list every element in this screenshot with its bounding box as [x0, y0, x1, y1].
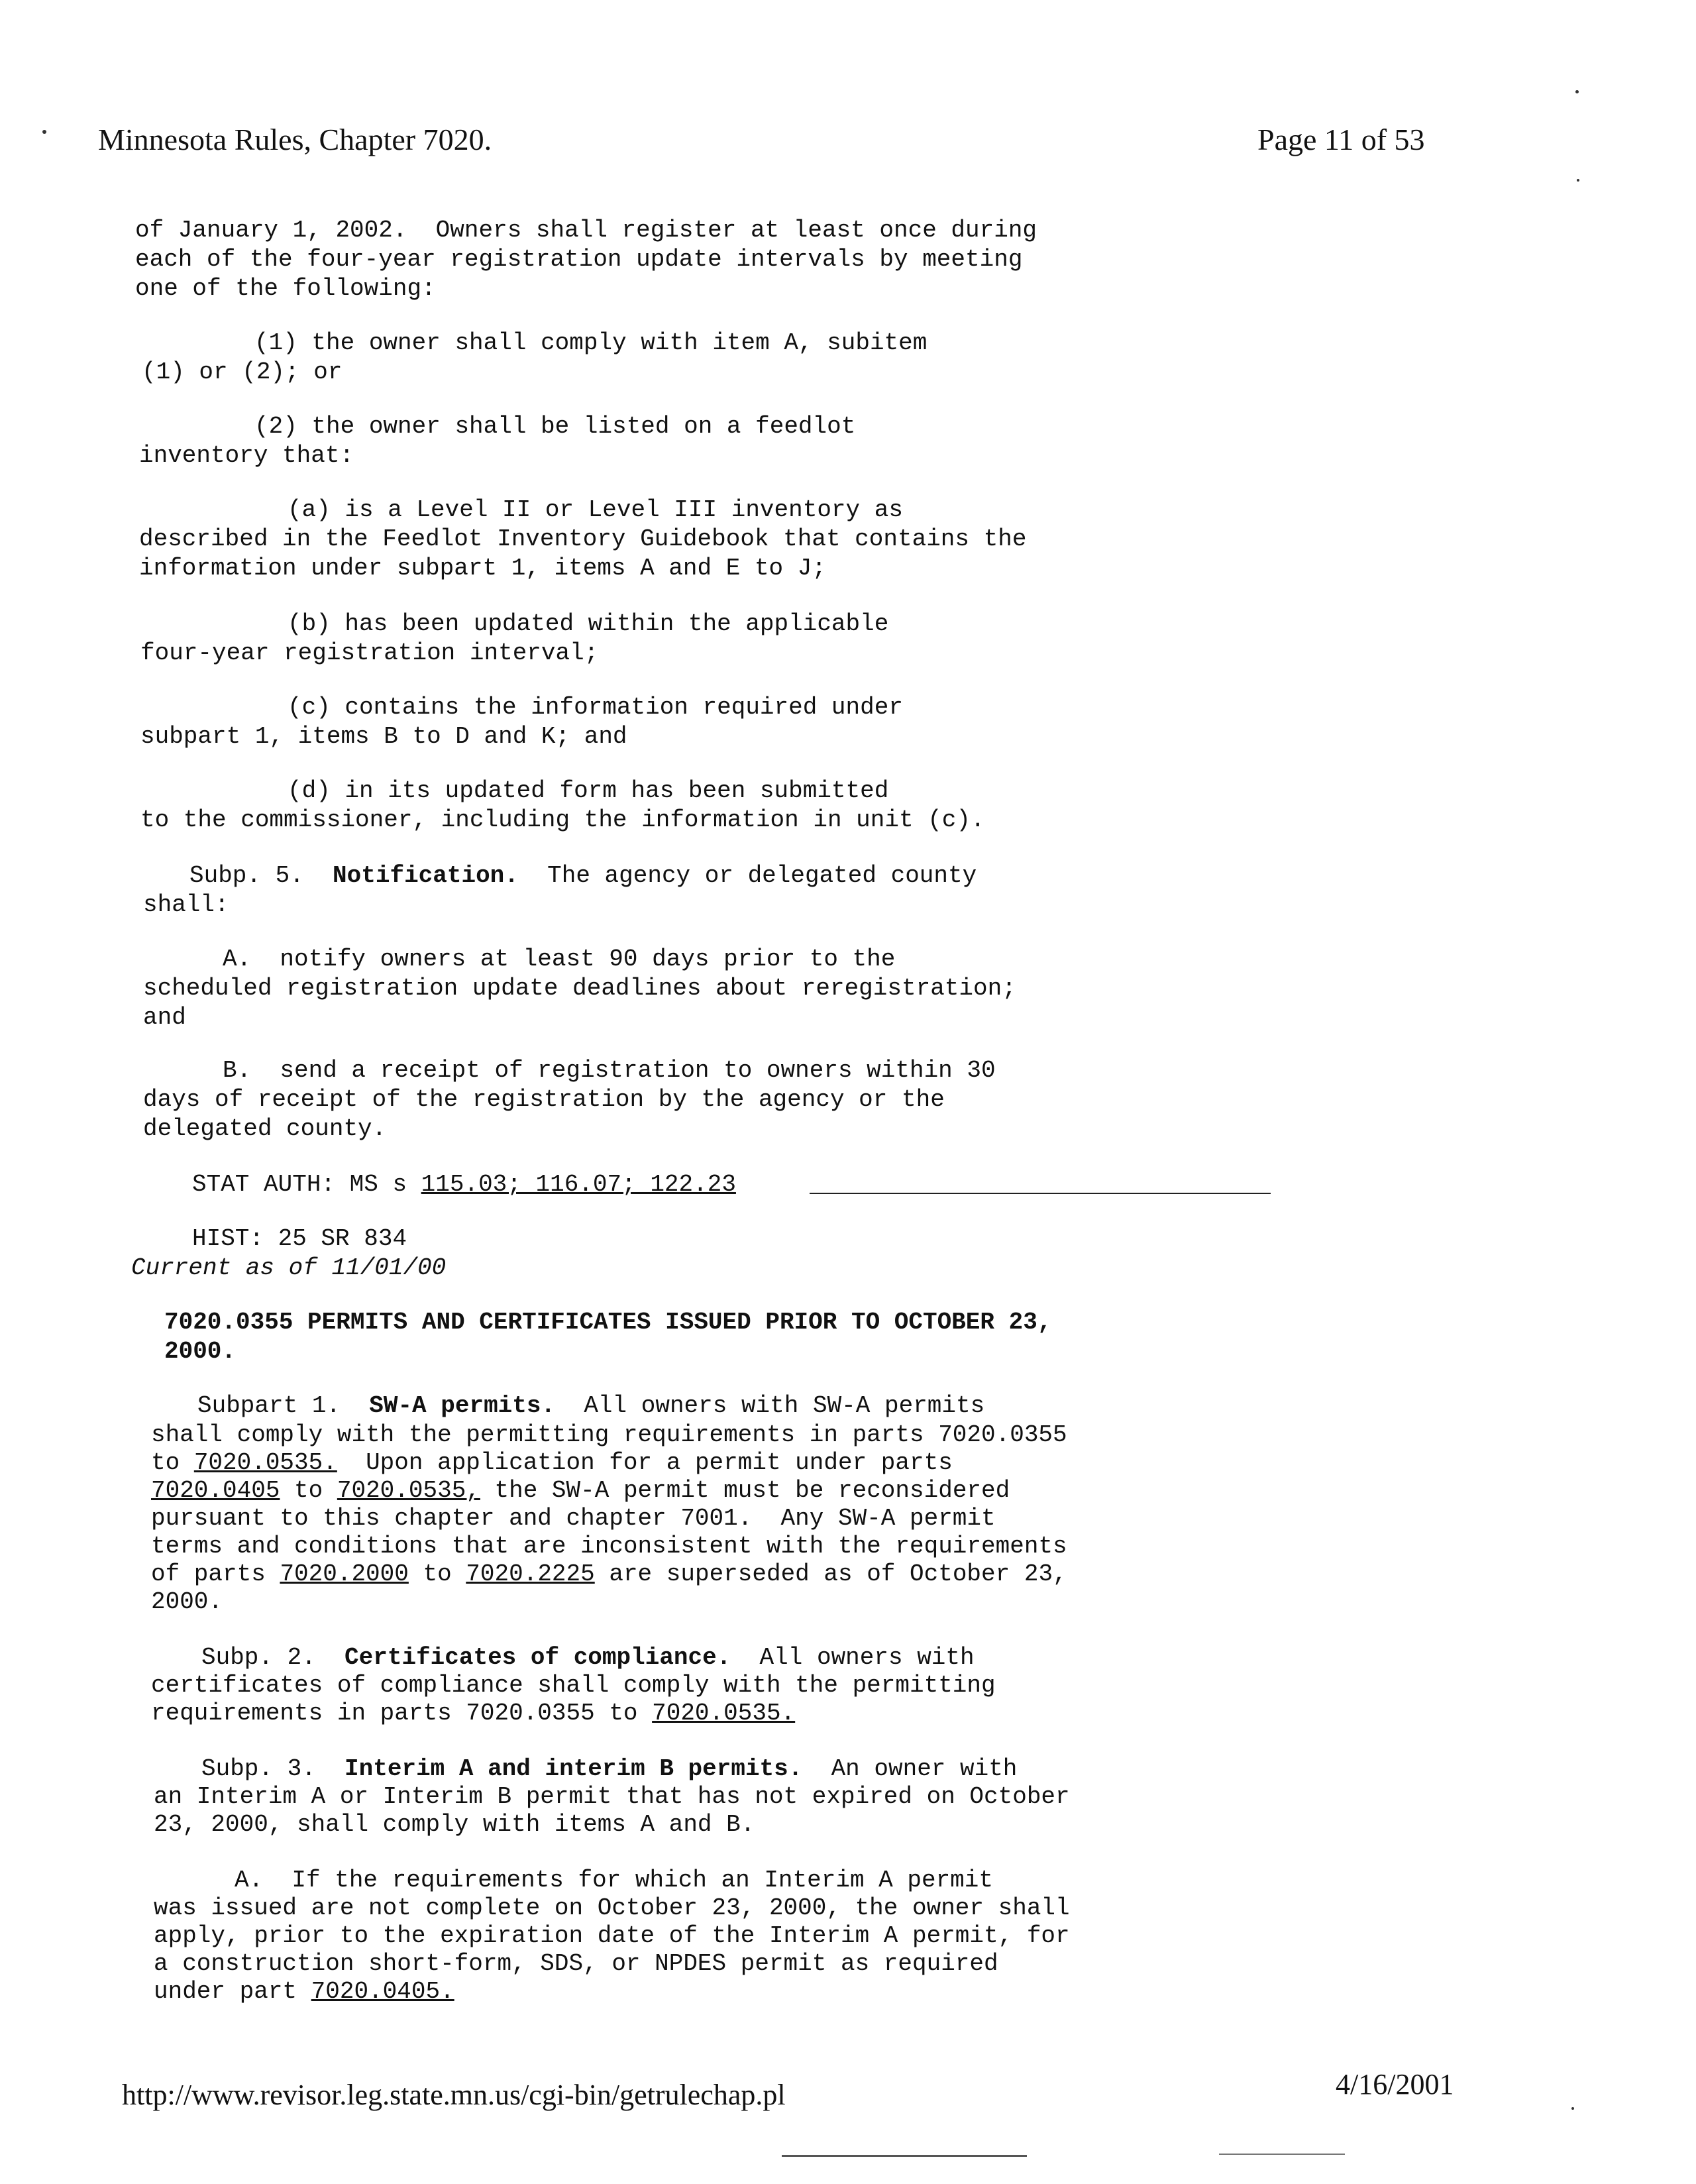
stat-auth-link[interactable]: 115.03; 116.07; 122.23 [421, 1171, 736, 1198]
text-run: An owner with [802, 1755, 1018, 1782]
text-line: one of the following: [135, 275, 436, 302]
footer-date: 4/16/2001 [1336, 2068, 1454, 2101]
text-line: 2000. [164, 1338, 237, 1365]
text-line: scheduled registration update deadlines about reregistration; [143, 975, 1016, 1002]
text-line: 2000. [151, 1588, 223, 1615]
scan-speck [1571, 2107, 1574, 2110]
document-title: Minnesota Rules, Chapter 7020. [98, 123, 492, 156]
text-line: subpart 1, items B to D and K; and [140, 723, 627, 750]
text-line [189, 861, 977, 891]
text-line [197, 1392, 984, 1421]
text-line: terms and conditions that are inconsistent with the requirements [151, 1533, 1067, 1560]
text-line [201, 1643, 975, 1672]
text-line: (d) in its updated form has been submitted [288, 777, 889, 804]
text-run: under part [154, 1978, 311, 2005]
text-line: days of receipt of the registration by the agency or the [143, 1086, 945, 1113]
scan-speck [1577, 179, 1579, 182]
page-number: Page 11 of 53 [1257, 123, 1425, 156]
text-line: A. notify owners at least 90 days prior to the [223, 946, 896, 973]
text-line: an Interim A or Interim B permit that has not expired on October [154, 1783, 1070, 1810]
text-line: inventory that: [139, 442, 354, 469]
rule-link[interactable]: 7020.0535. [193, 1449, 337, 1476]
text-run: to [408, 1560, 466, 1588]
text-line: 7020.0355 PERMITS AND CERTIFICATES ISSUED PRIOR TO OCTOBER 23, [164, 1309, 1052, 1336]
text-line: pursuant to this chapter and chapter 7001. Any SW-A permit [151, 1505, 996, 1532]
currency-note: Current as of 11/01/00 [131, 1254, 447, 1282]
text-line: (1) or (2); or [142, 358, 343, 386]
subp-label: Subp. 2. [201, 1644, 345, 1671]
text-line: to the commissioner, including the information in unit (c). [140, 806, 985, 834]
subp-label: Subp. 5. [189, 862, 333, 889]
text-run: The agency or delegated county [518, 862, 977, 889]
text-line: 23, 2000, shall comply with items A and B. [154, 1811, 755, 1838]
text-line: and [143, 1004, 186, 1031]
text-run: are superseded as of October 23, [594, 1560, 1067, 1588]
scan-speck [42, 130, 46, 134]
subp-heading: Interim A and interim B permits. [344, 1755, 803, 1782]
divider-rule [810, 1193, 1271, 1194]
text-line [151, 1448, 953, 1478]
history-note: HIST: 25 SR 834 [192, 1225, 407, 1252]
text-line: (a) is a Level II or Level III inventory as [288, 496, 903, 523]
text-line: a construction short-form, SDS, or NPDES permit as required [154, 1950, 998, 1977]
text-run: of parts [151, 1560, 280, 1588]
text-line: (2) the owner shall be listed on a feedlot [254, 413, 856, 440]
text-line [154, 1977, 454, 2006]
rule-link[interactable]: 7020.0405 [151, 1477, 280, 1504]
text-line: shall: [143, 891, 229, 918]
text-line: certificates of compliance shall comply with the permitting [151, 1672, 996, 1699]
text-run: All owners with [731, 1644, 975, 1671]
text-run: All owners with SW-A permits [555, 1392, 985, 1419]
text-run: requirements in parts 7020.0355 to [151, 1700, 653, 1727]
subp-heading: SW-A permits. [369, 1392, 556, 1419]
text-line [151, 1560, 1067, 1589]
text-line [151, 1699, 795, 1728]
rule-link[interactable]: 7020.2000 [280, 1560, 409, 1588]
rule-link[interactable]: 7020.2225 [466, 1560, 595, 1588]
subp-heading: Notification. [333, 862, 519, 889]
scan-streak [1219, 2154, 1345, 2155]
text-line: information under subpart 1, items A and E to J; [139, 555, 826, 582]
subp-heading: Certificates of compliance. [344, 1644, 731, 1671]
text-line: (c) contains the information required under [288, 694, 903, 721]
stat-auth-label: STAT AUTH: MS s [192, 1171, 421, 1198]
text-line: delegated county. [143, 1115, 387, 1142]
text-line: of January 1, 2002. Owners shall register at least once during [135, 217, 1037, 244]
subp-label: Subp. 3. [201, 1755, 345, 1782]
footer-url[interactable]: http://www.revisor.leg.state.mn.us/cgi-bin/getrulechap.pl [122, 2079, 786, 2111]
subp-label: Subpart 1. [197, 1392, 370, 1419]
rule-link[interactable]: 7020.0535. [652, 1700, 796, 1727]
text-run: to [151, 1449, 194, 1476]
text-line: (b) has been updated within the applicable [288, 610, 889, 637]
scan-speck [1575, 90, 1579, 93]
text-line: four-year registration interval; [140, 639, 599, 667]
text-line: each of the four-year registration update intervals by meeting [135, 246, 1023, 273]
scan-streak [782, 2155, 1027, 2157]
text-line: (1) the owner shall comply with item A, subitem [254, 329, 928, 356]
text-line: A. If the requirements for which an Interim A permit [235, 1867, 993, 1894]
text-line [192, 1170, 736, 1199]
text-run: Upon application for a permit under parts [337, 1449, 953, 1476]
text-line [151, 1476, 1010, 1505]
rule-link[interactable]: 7020.0405. [311, 1978, 454, 2005]
text-run: to [280, 1477, 337, 1504]
rule-link[interactable]: 7020.0535, [337, 1477, 480, 1504]
text-line: shall comply with the permitting requirements in parts 7020.0355 [151, 1421, 1067, 1448]
text-line: apply, prior to the expiration date of the Interim A permit, for [154, 1922, 1070, 1949]
text-line [201, 1755, 1017, 1784]
text-run: the SW-A permit must be reconsidered [480, 1477, 1010, 1504]
text-line: described in the Feedlot Inventory Guidebook that contains the [139, 525, 1027, 553]
text-line: was issued are not complete on October 23, 2000, the owner shall [154, 1894, 1070, 1922]
text-line: B. send a receipt of registration to owners within 30 [223, 1057, 996, 1084]
